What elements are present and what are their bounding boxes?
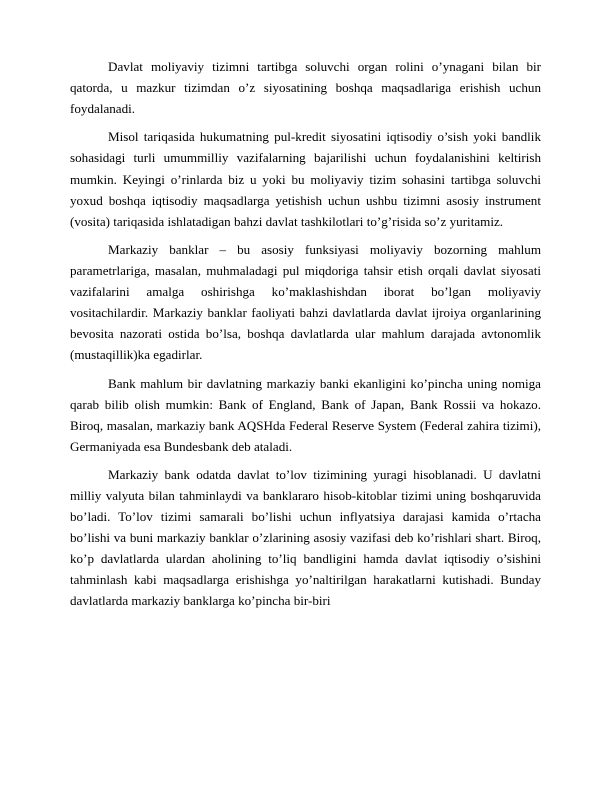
paragraph: Bank mahlum bir davlatning markaziy banki ekanligini ko’pincha uning nomiga qarab bilib olish mumkin: Bank of England, Bank of Japan, Bank Rossii va hokazo. Biroq, masalan, markaziy bank AQSHda Federal Reserve System (Federal zahira tizimi), Germaniyada esa Bundesbank deb ataladi. <box>70 375 541 454</box>
paragraph: Markaziy bank odatda davlat to’lov tizimining yuragi hisoblanadi. U davlatni milliy valyuta bilan tahminlaydi va banklararo hisob-kitoblar tizimi uning boshqaruvida bo’ladi. To’lov tizimi samarali bo’lishi uchun inflyatsiya darajasi kamida o’rtacha bo’lishi va buni markaziy banklar o’zlarining asosiy vazifasi deb ko’rishlari shart. Biroq, ko’p davlatlarda ulardan aholining to’liq bandligini hamda davlat iqtisodiy o’sishini tahminlash kabi maqsadlarga erishishga yo’naltirilgan harakatlarni kutishadi. Bunday davlatlarda markaziy banklarga ko’pincha bir-biri <box>70 467 541 609</box>
paragraph: Davlat moliyaviy tizimni tartibga soluvchi organ rolini o’ynagani bilan bir qatorda, u mazkur tizimdan o’z siyosatining boshqa maqsadlariga erishish uchun foydalanadi. <box>70 59 541 117</box>
paragraph: Markaziy banklar – bu asosiy funksiyasi moliyaviy bozorning mahlum parametrlariga, masalan, muhmaladagi pul miqdoriga tahsir etish orqali davlat siyosati vazifalarini amalga oshirishga ko’maklashishdan iborat bo’lgan moliyaviy vositachilardir. Markaziy banklar faoliyati bahzi davlatlarda davlat ijroiya organlarining bevosita nazorati ostida bo’lsa, boshqa davlatlarda ular mahlum darajada avtonomlik (mustaqillik)ka egadirlar. <box>70 241 541 363</box>
paragraph: Misol tariqasida hukumatning pul-kredit siyosatini iqtisodiy o’sish yoki bandlik sohasidagi turli umummilliy vazifalarning bajarilishi uchun foydalanishini keltirish mumkin. Keyingi o’rinlarda biz u yoki bu moliyaviy tizim sohasini tartibga soluvchi yoxud boshqa iqtisodiy maqsadlarga yetishish uchun ushbu tizimni asosiy instrument (vosita) tariqasida ishlatadigan bahzi davlat tashkilotlari to’g’risida so’z yuritamiz. <box>70 129 541 229</box>
document-body <box>70 56 541 619</box>
